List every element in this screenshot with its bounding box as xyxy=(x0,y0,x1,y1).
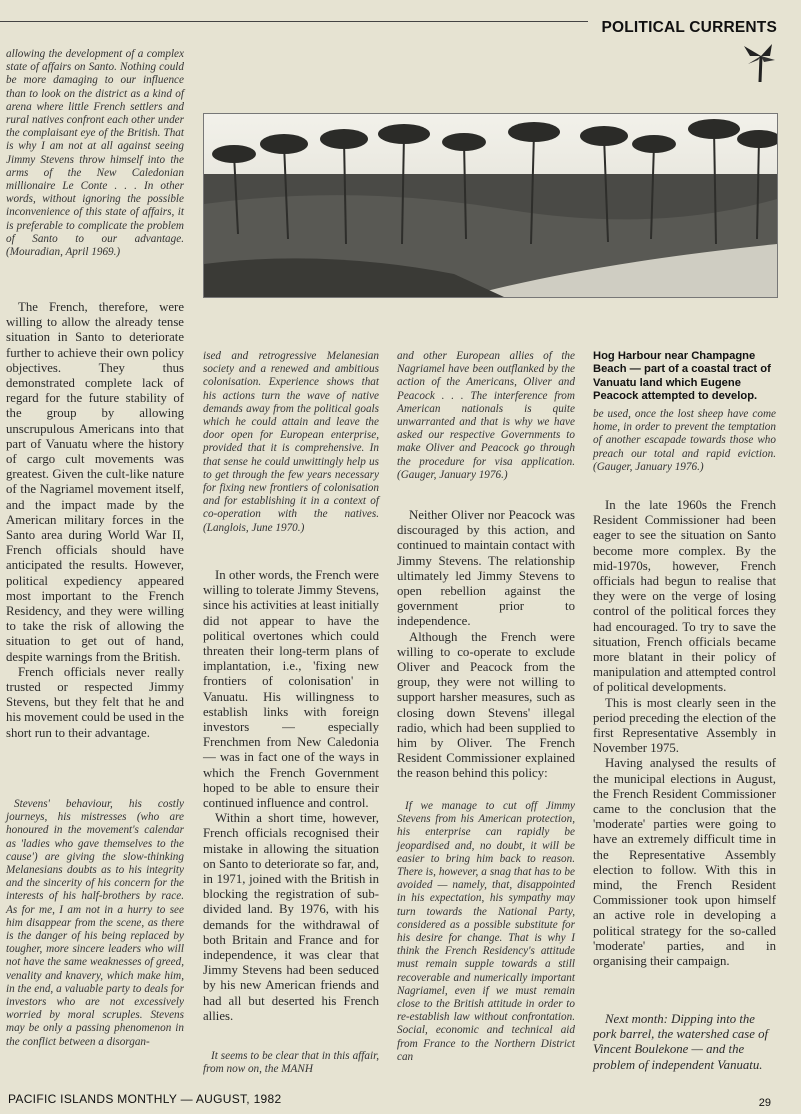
column-1-body xyxy=(6,300,184,741)
section-title: POLITICAL CURRENTS xyxy=(601,19,777,36)
next-month-note: Next month: Dipping into the pork barrel, the watershed case of Vincent Boulekone — and the problem of independent Vanuatu. xyxy=(593,1012,769,1072)
paragraph: Although the French were willing to co-operate to exclude Oliver and Peacock from the group, they were not willing to support harsher measures, such as closing down Stevens' illegal radio, which had been supplied to him by Oliver. The French Resident Commissioner explained the reason behind this policy: xyxy=(397,629,575,781)
column-2-quote-2: It seems to be clear that in this affair, from now on, the MANH xyxy=(203,1050,379,1076)
header-rule xyxy=(0,21,588,22)
paragraph: In other words, the French were willing to tolerate Jimmy Stevens, since his activities at least initially did not appear to have the political overtones which could threaten their long-term plans of implantation, i.e., 'fixing new frontiers of colonisation' in Vanuatu. His willingness to establish links with foreign investors — especially Frenchmen from New Caledonia — was in fact one of the ways in which the French Government hoped to be able to ensure their continued influence and control. xyxy=(203,568,379,811)
palm-logo-icon xyxy=(742,42,776,82)
column-3-body xyxy=(397,508,575,782)
column-2-body xyxy=(203,568,379,1024)
page-number: 29 xyxy=(758,1097,771,1109)
paragraph: Within a short time, however, French officials recognised their mistake in allowing the situation on Santo to deteriorate so far, and, in 1971, joined with the British in blocking the registration of sub-divided land. By 1976, with his demands for the withdrawal of both Britain and France and for independence, it was clear that Jimmy Stevens had been seduced by his new American friends and had all but deserted his French allies. xyxy=(203,811,379,1023)
footer-publication: PACIFIC ISLANDS MONTHLY — AUGUST, 1982 xyxy=(8,1092,282,1106)
column-3-quote: and other European allies of the Nagriamel have been outflanked by the action of the Americans, Oliver and Peacock . . . The interference from American nationals is quite unwarranted and that is why we have asked our respective Governments to make Oliver and Peacock go through the procedure for visa application. (Gauger, January 1976.) xyxy=(397,350,575,481)
paragraph: In the late 1960s the French Resident Commissioner had been eager to see the situation on Santo become more complex. By the mid-1970s, however, French officials had begun to realise that they were on the verge of losing control of the political forces they had encouraged. To try to save the situation, French officials became more blatant in their policy of manipulation and attempted control of political developments. xyxy=(593,498,776,695)
column-4-body xyxy=(593,498,776,969)
beach-photo xyxy=(203,113,778,298)
paragraph: This is most clearly seen in the period preceding the election of the first Representative Assembly in November 1975. xyxy=(593,695,776,756)
column-3-quote-2: If we manage to cut off Jimmy Stevens from his American protection, his enterprise can rapidly be jeopardised and, no doubt, it will be easier to bring him back to reason. There is, however, a snag that has to be avoided — namely, that, disappointed in his expectation, his sympathy may turn towards the National Party, considered as a possible substitute for his desire for change. That is why I think the French Residency's attitude must remain supple towards a still recoverable and numerically important Nagriamel, even if we must remain close to the British attitude in order to re-establish law without confrontation. Social, economic and technical aid from France to the Northern District can xyxy=(397,800,575,1063)
column-4-quote: be used, once the lost sheep have come home, in order to prevent the temptation of another escapade towards those who preach our total and rapid eviction. (Gauger, January 1976.) xyxy=(593,408,776,473)
paragraph: The French, therefore, were willing to allow the already tense situation in Santo to deteriorate further to achieve their own policy objectives. They thus demonstrated complete lack of regard for the future stability of the group by allowing unscrupulous Americans into that part of Vanuatu where the history of cargo cult movements was greatest. Given the cult-like nature of the Nagriamel movement itself, and the impact made by the American military forces in the Santo area during World War II, French officials should have anticipated the results. However, political expediency appeared most important to the French Residency, and they were willing to take the risk of allowing the situation to get out of hand, despite warnings from the British. xyxy=(6,300,184,664)
column-2-quote: ised and retrogressive Melanesian society and a renewed and ambitious colonisation. Experience shows that his actions turn the wave of native demands away from the political goals which he could attain and leave the door open for European enterprise, provided that it is comprehensive. In that sense he could unwittingly help us to get through the few years necessary for fixing new frontiers of colonisation and for establishing it in a context of co-operation with the natives. (Langlois, June 1970.) xyxy=(203,350,379,534)
palm-trees-image xyxy=(204,114,777,297)
column-1-quote-2: Stevens' behaviour, his costly journeys, his mistresses (who are honoured in the movement's calendar as 'ladies who gave themselves to the cause') are giving the slow-thinking Melanesians doubts as to his integrity and the sincerity of his concern for the interests of his half-brothers by race. As for me, I am not in a hurry to see him disappear from the scene, as there is the danger of his being replaced by tougher, more sincere leaders who will not have the same weaknesses of greed, venality and knavery, which make him, in the end, a valuable party to deals for investors who are not excessively worried by moral scruples. Stevens may be only a passing phenomenon in the conflict between a disorgan- xyxy=(6,798,184,1048)
paragraph: Neither Oliver nor Peacock was discouraged by this action, and continued to maintain contact with Jimmy Stevens. The relationship ultimately led Jimmy Stevens to open rebellion against the government prior to independence. xyxy=(397,508,575,629)
column-1-quote: allowing the development of a complex state of affairs on Santo. Nothing could be more damaging to our influence than to look on the district as a kind of arena where little French settlers and rural natives confront each other under the complaisant eye of the British. That is why I am not at all against seeing Jimmy Stevens throw himself into the arms of the New Caledonian millionaire Le Conte . . . In other words, without ignoring the possible inconvenience of this state of affairs, it is preferable to complicate the problem of Santo to our advantage. (Mouradian, April 1969.) xyxy=(6,48,184,259)
paragraph: French officials never really trusted or respected Jimmy Stevens, but they felt that he and his movement could be used in the short run to their advantage. xyxy=(6,664,184,740)
photo-caption: Hog Harbour near Champagne Beach — part of a coastal tract of Vanuatu land which Eugene Peacock attempted to develop. xyxy=(593,350,771,403)
paragraph: Having analysed the results of the municipal elections in August, the French Resident Commissioner came to the conclusion that the 'moderate' parties were going to have an extremely difficult time in the Representative Assembly election to follow. With this in mind, the French Resident Commissioner took upon himself an active role in developing a political strategy for the so-called 'moderate' parties, and in organising their campaign. xyxy=(593,756,776,969)
